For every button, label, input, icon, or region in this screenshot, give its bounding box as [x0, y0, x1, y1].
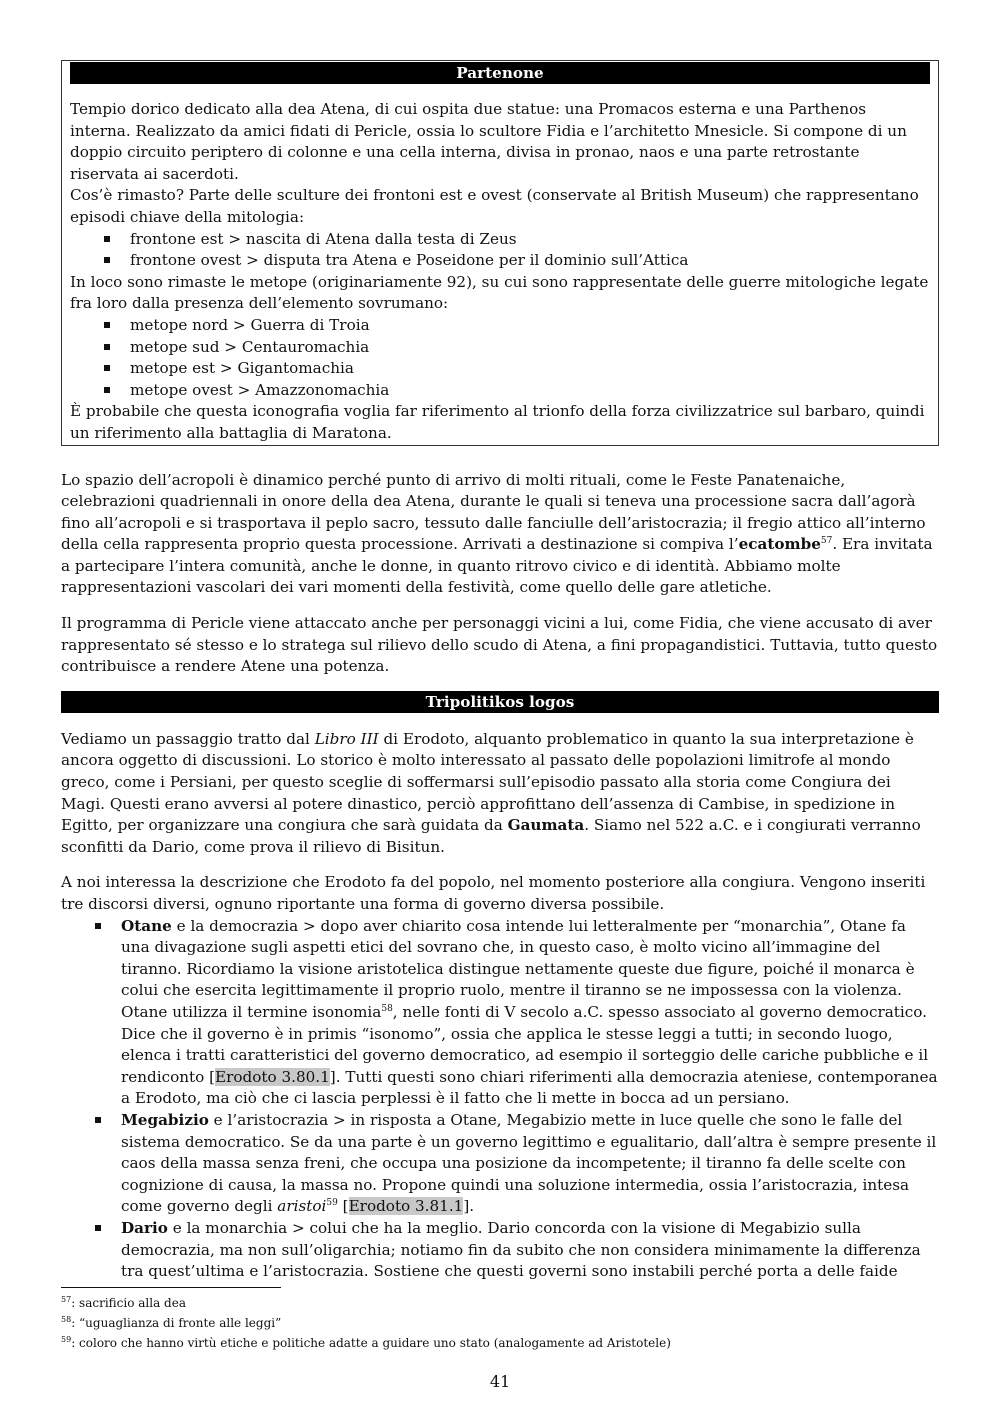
metope-list	[70, 315, 930, 401]
list-item: frontone est > nascita di Atena dalla testa di Zeus	[103, 229, 930, 251]
footnote-57: $^{57}$: sacrificio alla dea	[61, 1295, 186, 1310]
gaumata-term: Gaumata	[507, 816, 585, 835]
list-item: metope nord > Guerra di Troia	[103, 315, 930, 337]
list-item-otane: Otane e la democrazia > dopo aver chiarito cosa intende lui letteralmente per “monarchia”, Otane fa una divagazione sugli aspetti etici del sovrano che, in questo caso, è molto vicino all’immagine del tiranno. Ricordiamo la visione aristotelica distingue nettamente queste due figure, poiché il monarca è colui che esercita legittimamente il proprio ruolo, mentre il tiranno se ne impossessa con la violenza. Otane utilizza il termine isonomia$^{58}$, nelle fonti di V secolo a.C. spesso associato al governo democratico. Dice che il governo è in primis “isonomo”, ossia che applica le stesse leggi a tutti; in secondo luogo, elenca i tratti caratteristici del governo democratico, ad esempio il sorteggio delle cariche pubbliche e il rendiconto [Erodoto 3.80.1]. Tutti questi sono chiari riferimenti alla democrazia ateniese, contemporanea a Erodoto, ma ciò che ci lascia perplessi è il fatto che li mette in bocca ad un persiano.	[94, 916, 939, 1110]
partenone-box	[61, 60, 939, 446]
citation-erodoto-3-81-1[interactable]: Erodoto 3.81.1	[348, 1197, 464, 1216]
page-content	[61, 60, 939, 1283]
footnote-divider	[61, 1287, 281, 1288]
footnote-ref-59: 59	[326, 1198, 338, 1209]
frontoni-list	[70, 229, 930, 272]
pericle-paragraph: Il programma di Pericle viene attaccato anche per personaggi vicini a lui, come Fidia, che viene accusato di aver rappresentato sé stesso e lo stratega sul rilievo dello scudo di Atena, a fini propagandistici. Tuttavia, tutto questo contribuisce a rendere Atene una potenza.	[61, 614, 938, 676]
partenone-heading: Partenone	[70, 62, 930, 84]
acropoli-paragraph: Lo spazio dell’acropoli è dinamico perché punto di arrivo di molti rituali, come le Feste Panatenaiche, celebrazioni quadriennali in onore della dea Atena, durante le quali si teneva una processione sacra dall’agorà fino all’acropoli e si trasportava il peplo sacro, tessuto dalle fanciulle dell’aristocrazia; il fregio attico all’interno della cella rappresenta proprio questa processione. Arrivati a destinazione si compiva l’ecatombe$^{57}$. Era invitata a partecipare l’intera comunità, anche le donne, in quanto ritrovo civico e di identità. Abbiamo molte rappresentazioni vascolari dei vari momenti della festività, come quello delle gare atletiche.	[61, 470, 933, 597]
list-item: metope sud > Centauromachia	[103, 337, 930, 359]
footnote-58: $^{58}$: “uguaglianza di fronte alle leggi”	[61, 1315, 282, 1330]
list-item-megabizio: Megabizio e l’aristocrazia > in risposta a Otane, Megabizio mette in luce quelle che sono le falle del sistema democratico. Se da una parte è un governo legittimo e egualitario, dall’altra è sempre presente il caos della massa senza freni, che occupa una posizione da incompetente; il tiranno fa delle scelte con cognizione di causa, la massa no. Propone quindi una soluzione intermedia, ossia l’aristocrazia, intesa come governo degli aristoi$^{59}$ [Erodoto 3.81.1].	[94, 1110, 939, 1218]
footnotes	[61, 1293, 671, 1353]
partenone-paragraph-2: Cos’è rimasto? Parte delle sculture dei frontoni est e ovest (conservate al British Museum) che rappresentano episodi chiave della mitologia:	[70, 186, 919, 226]
footnote-59: $^{59}$: coloro che hanno virtù etiche e politiche adatte a guidare uno stato (analogamente ad Aristotele)	[61, 1335, 671, 1350]
partenone-paragraph-3: In loco sono rimaste le metope (originariamente 92), su cui sono rappresentate delle guerre mitologiche legate fra loro dalla presenza dell’elemento sovrumano:	[70, 272, 929, 313]
list-item: metope est > Gigantomachia	[103, 358, 930, 380]
erodoto-paragraph: Vediamo un passaggio tratto dal Libro III di Erodoto, alquanto problematico in quanto la sua interpretazione è ancora oggetto di discussioni. Lo storico è molto interessato al passato delle popolazioni limitrofe al mondo greco, come i Persiani, per questo sceglie di soffermarsi sull’episodio passato alla storia come Congiura dei Magi. Questi erano avversi al potere dinastico, perciò approfittano dell’assenza di Cambise, in spedizione in Egitto, per organizzare una congiura che sarà guidata da Gaumata. Siamo nel 522 a.C. e i congiurati verranno sconfitti da Dario, come prova il rilievo di Bisitun.	[61, 729, 921, 856]
governi-list	[61, 916, 939, 1283]
tripolitikos-heading: Tripolitikos logos	[61, 691, 939, 713]
page-number: 41	[489, 1372, 511, 1391]
citation-erodoto-3-80-1[interactable]: Erodoto 3.80.1	[215, 1067, 330, 1086]
footnote-ref-58: 58	[381, 1003, 393, 1014]
partenone-body	[62, 84, 938, 445]
footnote-ref-57: 57	[820, 536, 833, 547]
ecatombe-term: ecatombe	[738, 535, 821, 554]
discorsi-paragraph: A noi interessa la descrizione che Erodoto fa del popolo, nel momento posteriore alla congiura. Vengono inseriti tre discorsi diversi, ognuno riportante una forma di governo diversa possibile.	[61, 873, 926, 913]
partenone-paragraph-1: Tempio dorico dedicato alla dea Atena, di cui ospita due statue: una Promacos esterna e una Parthenos interna. Realizzato da amici fidati di Pericle, ossia lo scultore Fidia e l’architetto Mnesicle. Si compone di un doppio circuito periptero di colonne e una cella interna, divisa in pronao, naos e una parte retrostante riservata ai sacerdoti.	[70, 100, 907, 183]
list-item-dario: Dario e la monarchia > colui che ha la meglio. Dario concorda con la visione di Megabizio sulla democrazia, ma non sull’oligarchia; notiamo fin da subito che non considera minimamente la differenza tra quest’ultima e l’aristocrazia. Sostiene che questi governi sono instabili perché porta a delle faide	[94, 1218, 939, 1283]
list-item: metope ovest > Amazzonomachia	[103, 380, 930, 402]
partenone-paragraph-4: È probabile che questa iconografia voglia far riferimento al trionfo della forza civilizzatrice sul barbaro, quindi un riferimento alla battaglia di Maratona.	[70, 402, 925, 442]
list-item: frontone ovest > disputa tra Atena e Poseidone per il dominio sull’Attica	[103, 250, 930, 272]
